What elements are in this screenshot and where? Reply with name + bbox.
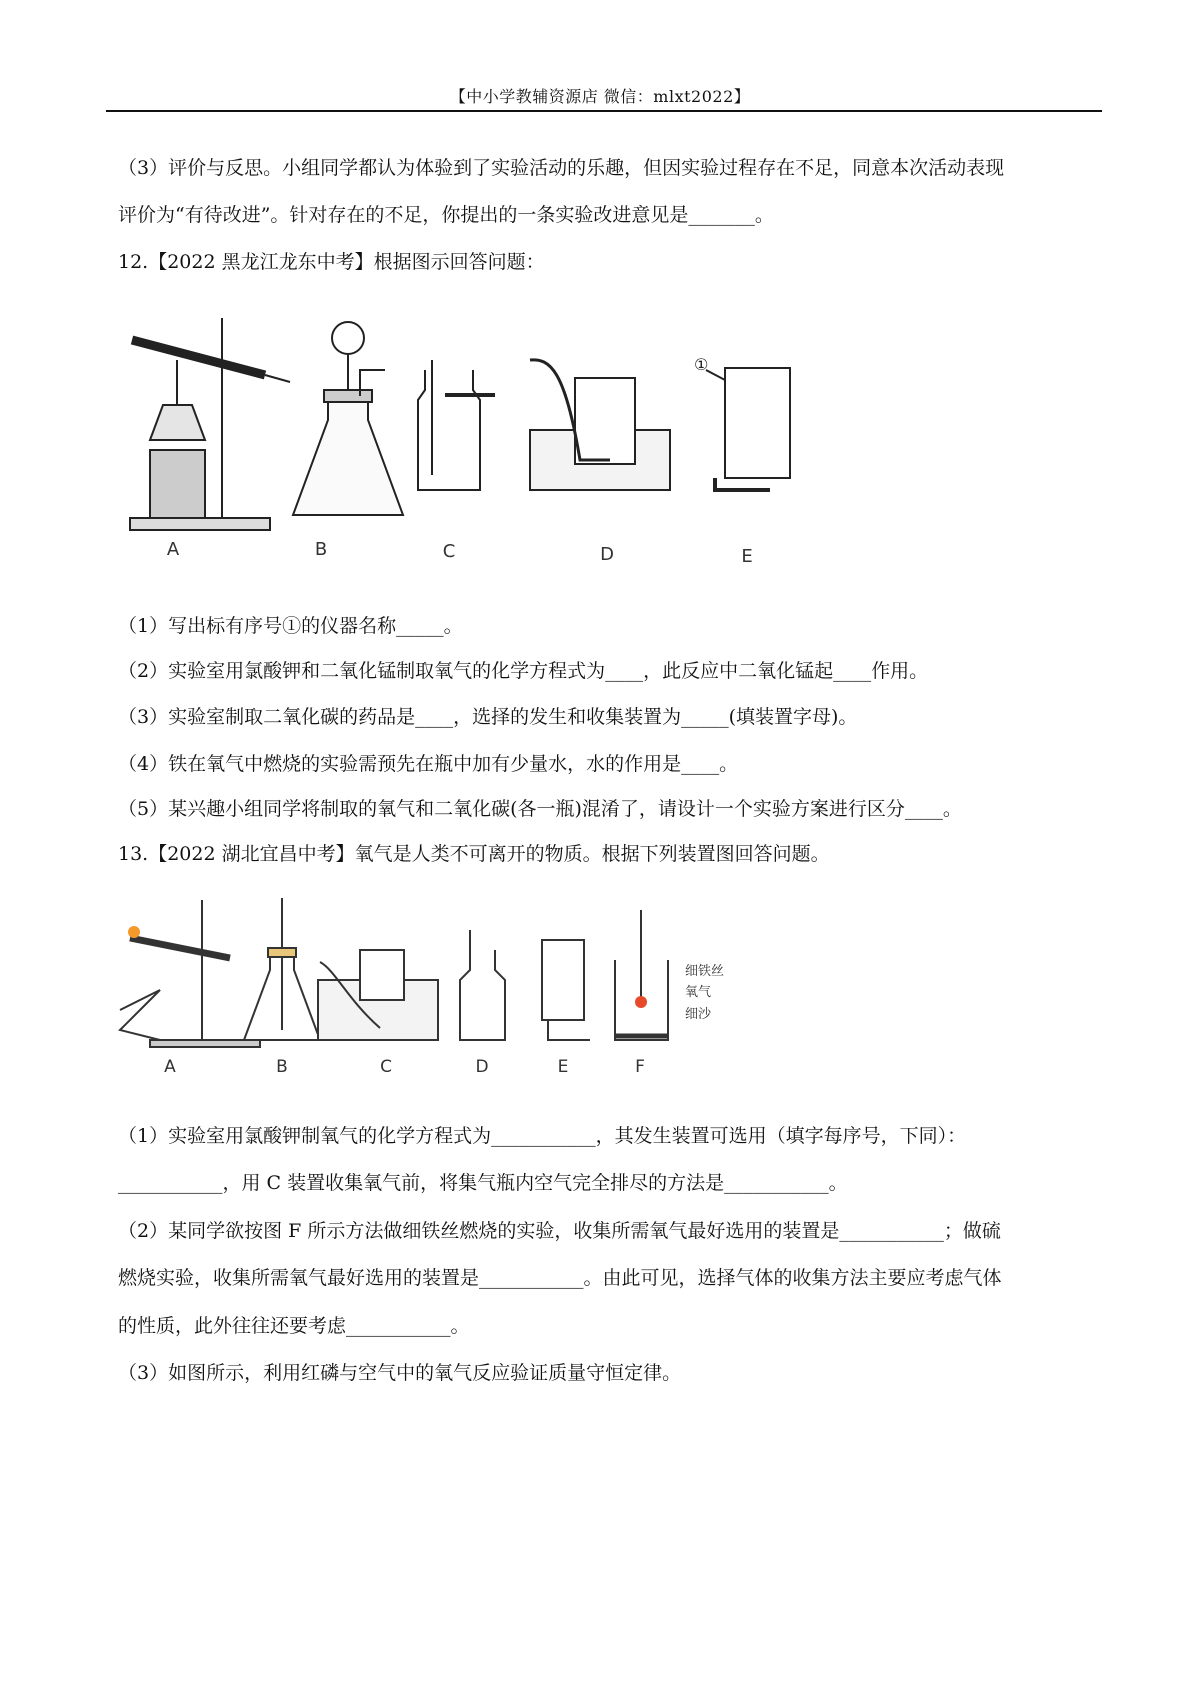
q12-apparatus-figure: [110, 300, 870, 590]
label-fine-sand: 细沙: [685, 1007, 712, 1022]
apparatus-f-iron-wire-burning: [615, 910, 668, 1040]
apparatus-c-water-trough: [318, 950, 438, 1040]
figure13-label-e: E: [557, 1057, 569, 1077]
apparatus-e-upward-air: [706, 368, 790, 490]
figure-label-a: A: [166, 539, 180, 560]
q11-part3-line2: 评价为“有待改进”。针对存在的不足，你提出的一条实验改进意见是_______。: [118, 204, 774, 226]
apparatus-c-collecting-bottle: [418, 360, 495, 490]
q12-part1: （1）写出标有序号①的仪器名称_____。: [118, 615, 463, 637]
figure13-label-d: D: [475, 1057, 489, 1077]
q13-part1-line2: ___________，用 C 装置收集氧气前，将集气瓶内空气完全排尽的方法是___________。: [118, 1172, 848, 1194]
q12-part3: （3）实验室制取二氧化碳的药品是____，选择的发生和收集装置为_____(填装置字母)。: [118, 706, 858, 728]
label-oxygen: 氧气: [685, 985, 712, 1000]
q12-part2: （2）实验室用氯酸钾和二氧化锰制取氧气的化学方程式为____，此反应中二氧化锰起____作用。: [118, 660, 929, 682]
figure-label-d: D: [600, 544, 614, 565]
label-iron-wire: 细铁丝: [685, 964, 725, 979]
q12-part5: （5）某兴趣小组同学将制取的氧气和二氧化碳(各一瓶)混淆了，请设计一个实验方案进行区分____。: [118, 798, 962, 820]
page-header: 【中小学教辅资源店 微信：mlxt2022】: [449, 87, 751, 106]
q13-title: 13.【2022 湖北宜昌中考】氧气是人类不可离开的物质。根据下列装置图回答问题。: [118, 843, 830, 865]
q12-title: 12.【2022 黑龙江龙东中考】根据图示回答问题：: [118, 251, 545, 273]
marker-circled-1: ①: [694, 355, 709, 374]
apparatus-e-inverted-bottle: [542, 940, 590, 1040]
apparatus-b-flask: [244, 898, 320, 1040]
figure-label-b: B: [314, 539, 328, 560]
q13-part2-line2: 燃烧实验，收集所需氧气最好选用的装置是___________。由此可见，选择气体的收集方法主要应考虑气体: [118, 1267, 1002, 1289]
q13-part2-line1: （2）某同学欲按图 F 所示方法做细铁丝燃烧的实验，收集所需氧气最好选用的装置是___________；做硫: [118, 1220, 1001, 1242]
q13-part1-line1: （1）实验室用氯酸钾制氧气的化学方程式为___________，其发生装置可选用（填字每序号，下同）：: [118, 1125, 967, 1147]
figure13-label-c: C: [380, 1057, 392, 1077]
figure13-label-a: A: [164, 1057, 176, 1077]
q13-apparatus-figure: [110, 890, 810, 1090]
q13-part3: （3）如图所示，利用红磷与空气中的氧气反应验证质量守恒定律。: [118, 1362, 682, 1384]
apparatus-d-water-trough: [530, 360, 670, 490]
apparatus-b-conical-flask: [293, 322, 403, 515]
figure-label-c: C: [442, 541, 456, 562]
figure13-label-f: F: [635, 1057, 645, 1077]
apparatus-a-iron-stand-heating: [130, 318, 290, 530]
q13-part2-line3: 的性质，此外往往还要考虑___________。: [118, 1315, 470, 1337]
figure13-label-b: B: [276, 1057, 288, 1077]
apparatus-d-bottle: [460, 930, 505, 1040]
q12-part4: （4）铁在氧气中燃烧的实验需预先在瓶中加有少量水，水的作用是____。: [118, 753, 739, 775]
q11-part3-line1: （3）评价与反思。小组同学都认为体验到了实验活动的乐趣，但因实验过程存在不足，同意本次活动表现: [118, 157, 1005, 179]
header-rule: [106, 110, 1102, 112]
figure-label-e: E: [741, 546, 753, 567]
apparatus-a-heating-stand: [120, 900, 260, 1047]
